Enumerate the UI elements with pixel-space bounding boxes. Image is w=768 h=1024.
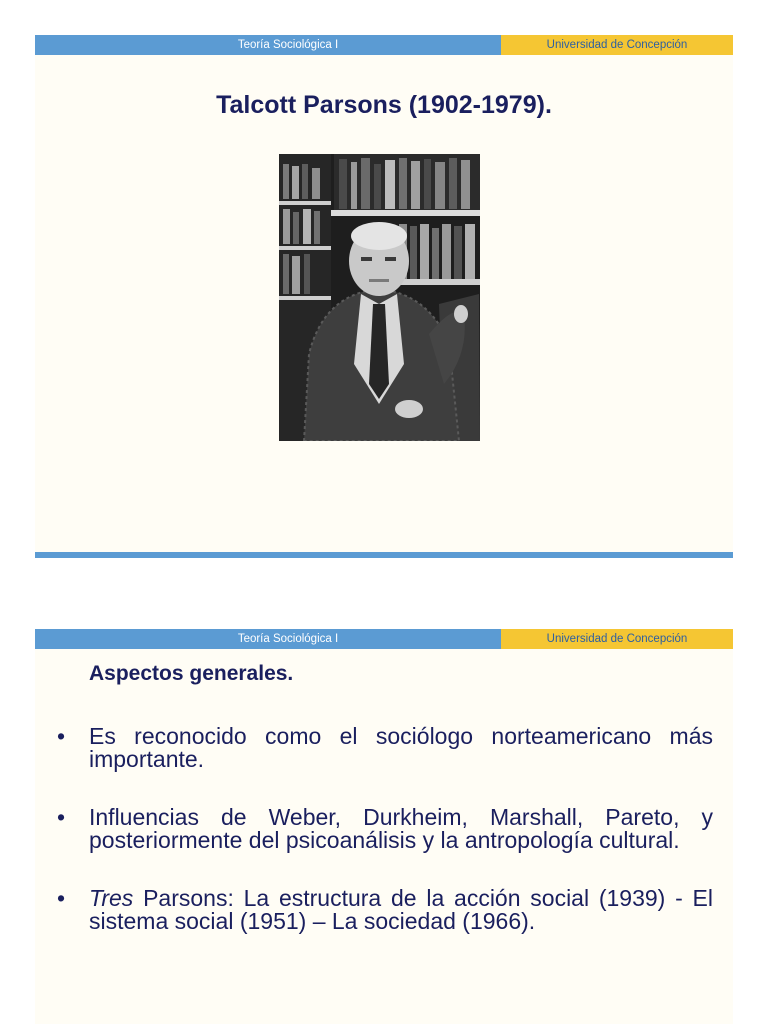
slide-title: Talcott Parsons (1902-1979). (216, 91, 552, 119)
bullet-icon: • (57, 804, 66, 830)
course-name: Teoría Sociológica I (237, 39, 339, 51)
bullet-item (57, 887, 713, 933)
bullet-text: Es reconocido como el sociólogo norteamericano más importante. (89, 723, 713, 772)
bullet-text: Parsons: La estructura de la acción social (1939) - El sistema social (1951) – La sociedad (1966). (89, 885, 713, 934)
course-name-banner (35, 629, 501, 649)
slide-1 (35, 35, 733, 558)
bullet-item (57, 725, 713, 771)
bullet-text: Influencias de Weber, Durkheim, Marshall, Pareto, y posteriormente del psicoanálisis y la antropología cultural. (89, 804, 713, 853)
portrait-photo (279, 154, 480, 441)
slide-2 (35, 629, 733, 1024)
university-name: Universidad de Concepción (501, 629, 733, 649)
university-name: Universidad de Concepción (501, 35, 733, 55)
bullet-list (57, 725, 713, 968)
course-name: Teoría Sociológica I (237, 633, 339, 645)
bullet-icon: • (57, 723, 66, 749)
bullet-emphasis: Tres (89, 885, 134, 911)
bullet-icon: • (57, 885, 66, 911)
bullet-item (57, 806, 713, 852)
section-title: Aspectos generales. (89, 662, 294, 685)
slide-header (35, 35, 733, 55)
course-name-banner (35, 35, 501, 55)
slide-header (35, 629, 733, 649)
portrait-illustration (279, 154, 480, 441)
bottom-rule (35, 552, 733, 558)
